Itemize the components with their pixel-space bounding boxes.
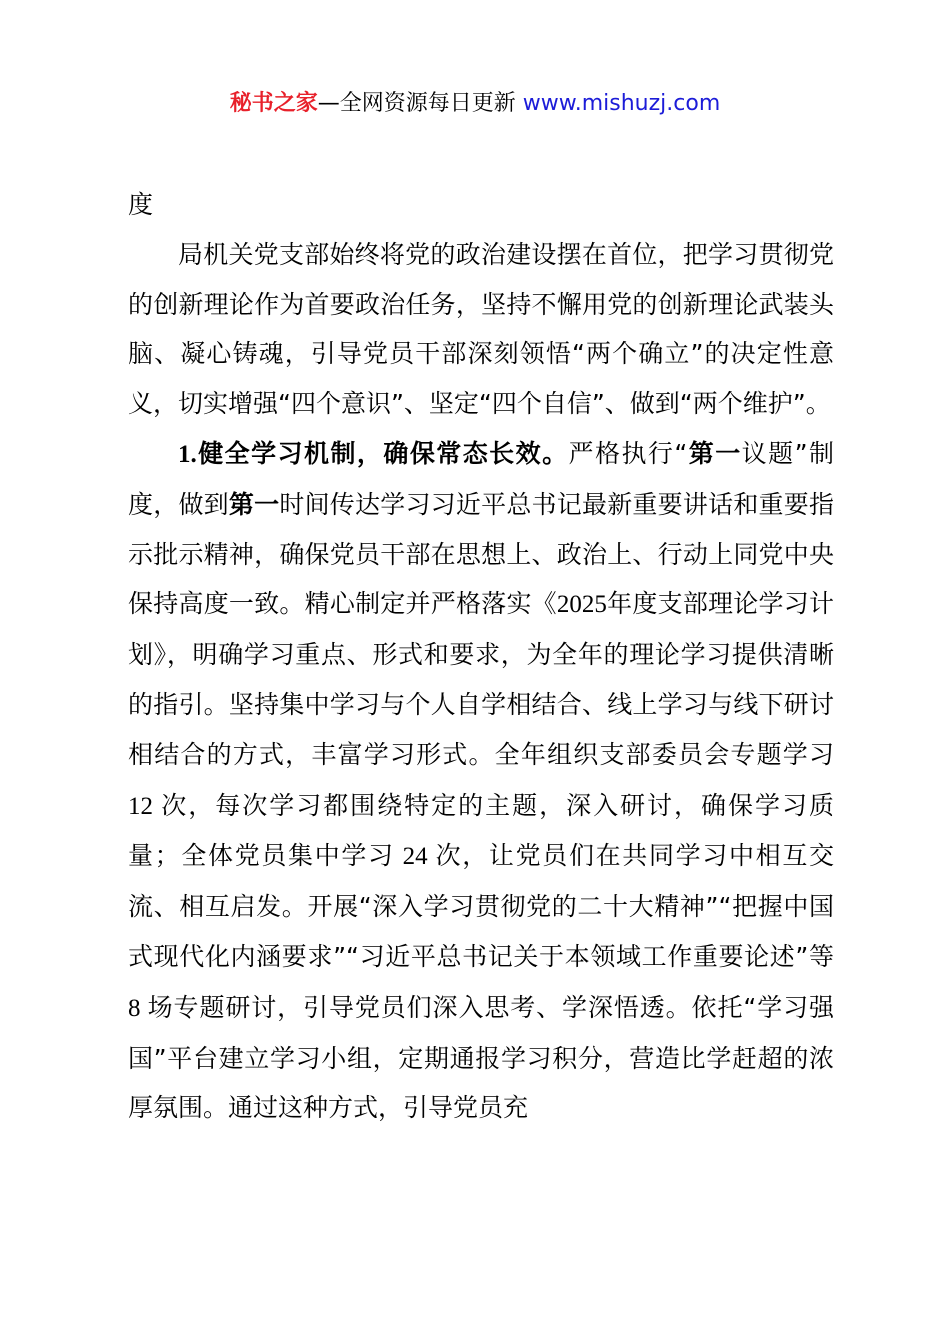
site-url[interactable]: www.mishuzj.com [522, 91, 721, 116]
count-number: 8 [128, 994, 148, 1022]
section-number: 1. [178, 440, 197, 468]
count-number: 12 [128, 792, 162, 820]
emphasis-text: 第一 [687, 438, 742, 468]
section-heading: 健全学习机制，确保常态长效。 [196, 438, 569, 468]
page-header [0, 88, 950, 120]
body-text-run: 时间传达学习习近平总书记最新重要讲话和重要指示批示精神，确保党员干部在思想上、政治上、行动上同党中央保持高度一致。精心制定并严格落实《 [128, 489, 834, 619]
paragraph-section-1 [128, 429, 834, 1133]
count-number: 24 [394, 843, 436, 871]
body-text-run: 场专题研讨，引导党员们深入思考、学深悟透。依托“学习强国”平台建立学习小组，定期通报学习积分，营造比学赶超的浓厚氛围。通过这种方式，引导党员充 [128, 992, 834, 1123]
year-number: 2025 [556, 591, 607, 619]
paragraph-continuation: 度 [128, 190, 154, 219]
brand-name: 秘书之家 [229, 91, 318, 116]
body-text-run: 议题”制度，做到 [128, 438, 834, 519]
body-text-run: 次，让党员们在共同学习中相互交流、相互启发。开展“深入学习贯彻党的二十大精神”“把握中国式现代化内涵要求”“习近平总书记关于本领域工作重要论述”等 [128, 841, 834, 971]
body-text-run: 次，每次学习都围绕特定的主题，深入研讨，确保学习质量；全体党员集中学习 [128, 790, 834, 871]
body-text-run: 年度支部理论学习计划》，明确学习重点、形式和要求，为全年的理论学习提供清晰的指引。坚持集中学习与个人自学相结合、线上学习与线下研讨相结合的方式，丰富学习形式。全年组织支部委员会专题学习 [128, 589, 834, 769]
emphasis-text: 第一 [228, 489, 280, 519]
paragraph-intro: 局机关党支部始终将党的政治建设摆在首位，把学习贯彻党的创新理论作为首要政治任务，坚持不懈用党的创新理论武装头脑、凝心铸魂，引导党员干部深刻领悟“两个确立”的决定性意义，切实增强“四个意识”、坚定“四个自信”、做到“两个维护”。 [128, 239, 834, 419]
document-body [128, 180, 834, 1133]
header-tagline: —全网资源每日更新 [317, 91, 516, 116]
body-text-run: 严格执行“ [568, 438, 688, 468]
